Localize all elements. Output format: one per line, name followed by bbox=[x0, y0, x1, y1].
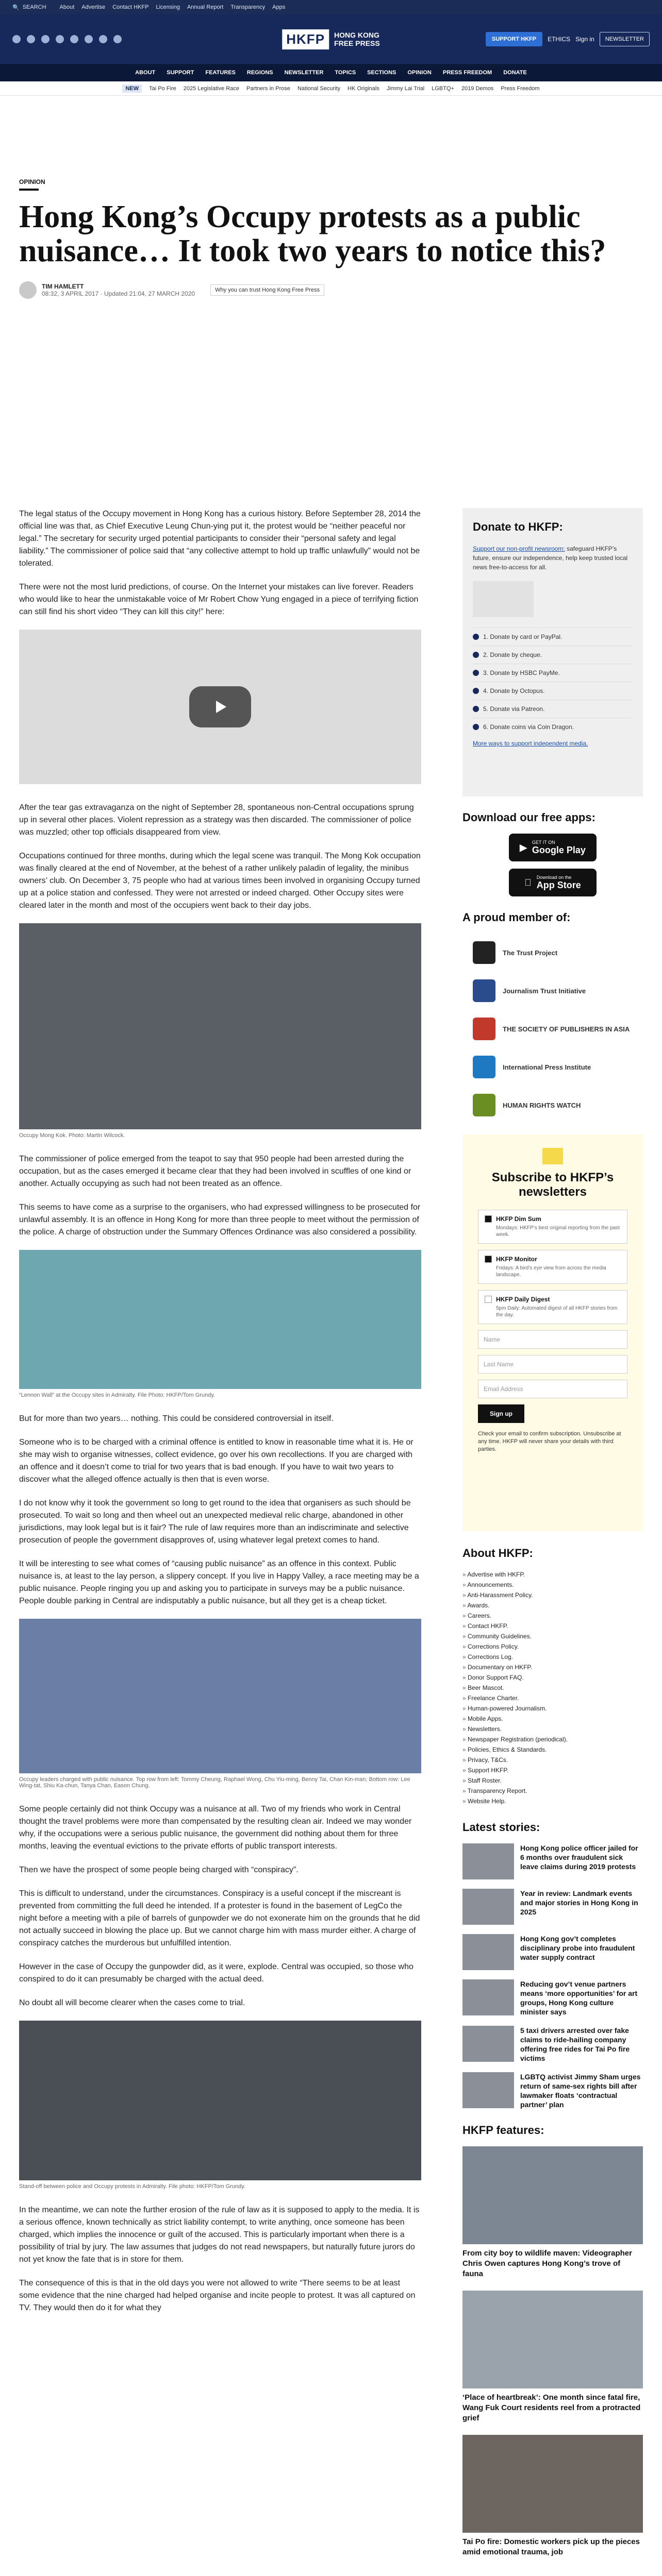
sidebar bbox=[462, 508, 643, 2569]
play-icon[interactable] bbox=[189, 686, 251, 727]
patreon-icon bbox=[473, 706, 479, 712]
paragraph: This is difficult to understand, under the circumstances. Conspiracy is a useful concept if the miscreant is prevented from committing the full deed he intended. If a protester is found in the basement of LegCo the night before a meeting with a pile of barrels of gunpowder we do not exonerate him on the grounds that he did not actually succeed in blowing the place up. But we cannot charge him with mass murder either. A charge of conspiracy catches the murderous but unfulfilled intention. bbox=[19, 1889, 420, 1947]
donate-intro-link[interactable]: Support our non-profit newsroom: bbox=[473, 545, 565, 552]
story-title[interactable]: LGBTQ activist Jimmy Sham urges return of same-sex rights bill after lawmaker floats ‘contractual partner’ plan bbox=[520, 2073, 641, 2109]
donate-option[interactable] bbox=[473, 628, 633, 646]
paragraph: In the meantime, we can note the further erosion of the rule of law as it is supposed to apply to the media. It is a serious offence, known technically as strict liability contempt, to write anything, once someone has been charged, which implies the innocence or guilt of the accused. This is particularly important when there is a possibility of trial by jury. The law assumes that judges do not read newspapers, but naturally future jurors do not yet know the fate that is in store for them. bbox=[19, 2206, 420, 2264]
apple-icon bbox=[524, 877, 532, 888]
author-avatar bbox=[19, 281, 37, 299]
paragraph: The commissioner of police emerged from the teapot to say that 950 people had been arrested during the occupation, but as the cases emerged it became clear that they had been involved in scuffles of one kind or another. Actually occupying as such had not been treated as an offence. bbox=[19, 1155, 411, 1188]
latest-title: Latest stories: bbox=[462, 1821, 540, 1834]
google-play-label: Google Play bbox=[532, 844, 586, 855]
logo-box: HKFP bbox=[282, 29, 329, 49]
last-name-field[interactable]: Last Name bbox=[478, 1355, 627, 1374]
trending-link[interactable]: 2019 Demos bbox=[461, 85, 494, 92]
paragraph: Then we have the prospect of some people being charged with “conspiracy”. bbox=[19, 1866, 299, 1874]
nav-item[interactable]: SECTIONS bbox=[367, 70, 396, 76]
top-link[interactable]: Transparency bbox=[230, 4, 266, 10]
subscribe-title: Subscribe to HKFP’s newsletters bbox=[491, 1171, 614, 1199]
donate-option-label: 2. Donate by cheque. bbox=[483, 651, 542, 658]
paragraph: The legal status of the Occupy movement in Hong Kong has a curious history. Before September 28, 2014 the official line was that, as Chief Executive Leung Chun-ying put it, the protest would be “neither peaceful nor legal.” The secretary for security urged potential participants to consider their “personal safety and legal liability.” The commissioner of police said that “any collective attempt to hold up traffic unlawfully” would not be tolerated. bbox=[19, 510, 421, 568]
newsletter-name: HKFP Dim Sum bbox=[496, 1215, 541, 1223]
nav-item[interactable]: NEWSLETTER bbox=[284, 70, 324, 76]
newsletter-desc: Mondays: HKFP’s best original reporting from the past week. bbox=[496, 1225, 620, 1238]
feature-card[interactable] bbox=[462, 2146, 643, 2279]
member-logo[interactable] bbox=[462, 1048, 643, 1086]
about-link[interactable]: » Newspaper Registration (periodical). bbox=[462, 1734, 643, 1744]
donate-option-label: 4. Donate by Octopus. bbox=[483, 687, 545, 694]
article-kicker[interactable]: OPINION bbox=[19, 178, 45, 185]
paragraph: Occupations continued for three months, during which the legal scene was tranquil. The Mong Kok occupation was finally cleared at the end of November, at the behest of a rather unlikely paladin of legality, the minibus owners’ club. On December 3, 75 people who had at various times been involved in organising Occupy turned up at a police station and confessed. They were not arrested or indeed charged. Other Occupy sites were cleared later in the month and most of the occupiers went back to their day jobs. bbox=[19, 852, 421, 910]
top-link[interactable]: Advertise bbox=[81, 4, 106, 10]
youtube-icon[interactable] bbox=[70, 35, 78, 43]
about-link[interactable]: » Advertise with HKFP. bbox=[462, 1569, 643, 1580]
app-store-small: Download on the bbox=[533, 874, 568, 880]
new-badge: NEW bbox=[122, 84, 142, 93]
card-icon bbox=[473, 634, 479, 640]
hrw-icon bbox=[473, 1094, 495, 1116]
member-logo[interactable] bbox=[462, 934, 643, 972]
member-logo[interactable] bbox=[462, 972, 643, 1010]
trending-link[interactable]: Jimmy Lai Trial bbox=[386, 85, 425, 92]
top-link[interactable]: Annual Report bbox=[187, 4, 224, 10]
latest-story[interactable] bbox=[462, 1934, 643, 1970]
linkedin-icon[interactable] bbox=[85, 35, 93, 43]
story-title[interactable]: Year in review: Landmark events and major stories in Hong Kong in 2025 bbox=[520, 1889, 638, 1916]
photo-lennon-wall bbox=[19, 1250, 421, 1389]
feature-title[interactable]: From city boy to wildlife maven: Videographer Chris Owen captures Hong Kong’s trove of fauna bbox=[462, 2249, 632, 2278]
photo-occupy-leaders bbox=[19, 1619, 421, 1773]
logo-text bbox=[334, 31, 380, 47]
trending-link[interactable]: Partners in Prose bbox=[246, 85, 290, 92]
donate-option[interactable] bbox=[473, 646, 633, 664]
member-label: THE SOCIETY OF PUBLISHERS IN ASIA bbox=[503, 1025, 630, 1033]
trending-link[interactable]: Tai Po Fire bbox=[149, 85, 176, 92]
paragraph: The consequence of this is that in the old days you were not allowed to write “There seems to be at least some evidence that the nine charged had helped organise and incite people to protest. It was all captured on TV. They would then do it for what they bbox=[19, 2279, 416, 2312]
newsletter-option[interactable] bbox=[478, 1210, 627, 1244]
top-links bbox=[60, 4, 286, 10]
story-thumbnail[interactable] bbox=[462, 1979, 514, 2015]
story-title[interactable]: Reducing gov’t venue partners means ‘more opportunities’ for art groups, Hong Kong culture minister says bbox=[520, 1980, 638, 2016]
trust-link[interactable]: Why you can trust Hong Kong Free Press bbox=[210, 284, 324, 296]
article-body bbox=[19, 508, 421, 2326]
about-link[interactable]: » Corrections Policy. bbox=[462, 1641, 643, 1652]
paragraph: No doubt all will become clearer when the cases come to trial. bbox=[19, 1998, 245, 2007]
nav-item[interactable]: FEATURES bbox=[205, 70, 236, 76]
site-logo[interactable] bbox=[282, 29, 379, 49]
newsletter-button[interactable]: NEWSLETTER bbox=[600, 32, 650, 46]
feature-image[interactable] bbox=[462, 2435, 643, 2533]
octopus-icon bbox=[473, 688, 479, 694]
about-link[interactable]: » Policies, Ethics & Standards. bbox=[462, 1744, 643, 1755]
about-link[interactable]: » Contact HKFP. bbox=[462, 1621, 643, 1631]
instagram-icon[interactable] bbox=[41, 35, 49, 43]
site-header bbox=[0, 14, 662, 64]
about-link[interactable]: » Website Help. bbox=[462, 1796, 643, 1806]
trending-link[interactable]: LGBTQ+ bbox=[432, 85, 454, 92]
about-link[interactable]: » Staff Roster. bbox=[462, 1775, 643, 1786]
cheque-icon bbox=[473, 652, 479, 658]
trust-project-icon bbox=[473, 941, 495, 964]
about-link[interactable]: » Support HKFP. bbox=[462, 1765, 643, 1775]
paragraph: After the tear gas extravaganza on the night of September 28, spontaneous non-Central occupations sprung up in several other places. Violent repression as a strategy was then discarded. The commissioner of police was muzzled; other top officials disappeared from view. bbox=[19, 803, 414, 837]
newsletter-text bbox=[496, 1296, 621, 1318]
about-link[interactable]: » Privacy, T&Cs. bbox=[462, 1755, 643, 1765]
nav-item[interactable]: REGIONS bbox=[246, 70, 273, 76]
about-link[interactable]: » Documentary on HKFP. bbox=[462, 1662, 643, 1672]
checkbox-icon[interactable] bbox=[485, 1215, 492, 1223]
rss-icon[interactable] bbox=[113, 35, 122, 43]
signup-button[interactable]: Sign up bbox=[478, 1404, 524, 1423]
photo-caption: “Lennon Wall” at the Occupy sites in Admiralty. File Photo: HKFP/Tom Grundy. bbox=[19, 1392, 216, 1398]
about-link[interactable]: » Corrections Log. bbox=[462, 1652, 643, 1662]
paragraph: However in the case of Occupy the gunpowder did, as it were, explode. Central was occupied, so those who conspired to do it can presumably be charged with the actual deed. bbox=[19, 1962, 413, 1984]
member-label: Journalism Trust Initiative bbox=[503, 987, 586, 995]
name-field[interactable]: Name bbox=[478, 1330, 627, 1349]
story-thumbnail[interactable] bbox=[462, 1843, 514, 1879]
photo-caption: Occupy Mong Kok. Photo: Martin Wilcock. bbox=[19, 1132, 125, 1139]
member-label: The Trust Project bbox=[503, 948, 558, 957]
newsletter-option[interactable] bbox=[478, 1290, 627, 1324]
latest-story[interactable] bbox=[462, 1979, 643, 2016]
logo-line: HONG KONG bbox=[334, 31, 379, 39]
member-label: HUMAN RIGHTS WATCH bbox=[503, 1101, 581, 1109]
telegram-icon[interactable] bbox=[99, 35, 107, 43]
story-thumbnail[interactable] bbox=[462, 1934, 514, 1970]
top-link[interactable]: Licensing bbox=[156, 4, 180, 10]
header-actions bbox=[486, 32, 650, 46]
feature-title[interactable]: Tai Po fire: Domestic workers pick up the pieces amid emotional trauma, job bbox=[462, 2537, 640, 2556]
member-logo[interactable] bbox=[462, 1086, 643, 1124]
donate-option-label: 5. Donate via Patreon. bbox=[483, 705, 545, 713]
x-icon[interactable] bbox=[27, 35, 35, 43]
kicker-rule bbox=[19, 189, 39, 191]
features-title: HKFP features: bbox=[462, 2124, 544, 2137]
donate-option[interactable] bbox=[473, 664, 633, 682]
donate-option[interactable] bbox=[473, 700, 633, 718]
about-list bbox=[462, 1569, 643, 1806]
latest-story[interactable] bbox=[462, 1889, 643, 1925]
story-thumbnail[interactable] bbox=[462, 2072, 514, 2108]
donate-option[interactable] bbox=[473, 718, 633, 736]
trending-link[interactable]: 2025 Legislative Race bbox=[183, 85, 239, 92]
google-play-small: GET IT ON bbox=[532, 839, 555, 845]
video-embed[interactable] bbox=[19, 630, 421, 784]
about-link[interactable]: » Donor Support FAQ. bbox=[462, 1672, 643, 1683]
byline bbox=[19, 281, 643, 299]
about-link[interactable]: » Mobile Apps. bbox=[462, 1714, 643, 1724]
page-content bbox=[19, 178, 643, 2556]
feature-image[interactable] bbox=[462, 2291, 643, 2388]
paragraph: It will be interesting to see what comes of “causing public nuisance” as an offence in this context. Public nuisance is, at least to the lay person, a slippery concept. If you live in Happy Valley, a race meeting may be a public nuisance. People ringing you up and asking you to participate in surveys may be a public nuisance. People double parking in Central are indisputably a public nuisance, but all they get is a cheap ticket. bbox=[19, 1560, 419, 1605]
payme-icon bbox=[473, 670, 479, 676]
paragraph: There were not the most lurid predictions, of course. On the Internet your mistakes can live forever. Readers who would like to hear the unmistakable voice of Mr Robert Chow Yung engaged in a piece of terrifying fiction can still find his short video “They can kill this city!” here: bbox=[19, 583, 419, 616]
feature-card[interactable] bbox=[462, 2435, 643, 2557]
top-link[interactable]: About bbox=[59, 4, 75, 10]
byline-text bbox=[42, 283, 195, 297]
about-link[interactable]: » Freelance Charter. bbox=[462, 1693, 643, 1703]
logo-line: FREE PRESS bbox=[334, 39, 380, 47]
email-field[interactable]: Email Address bbox=[478, 1380, 627, 1398]
paragraph: But for more than two years… nothing. This could be considered controversial in itself. bbox=[19, 1414, 334, 1423]
nav-item[interactable]: SUPPORT bbox=[167, 70, 194, 76]
checkbox-icon[interactable] bbox=[485, 1256, 492, 1263]
feature-image[interactable] bbox=[462, 2146, 643, 2244]
paragraph: Some people certainly did not think Occupy was a nuisance at all. Two of my friends who work in Central thought the travel problems were more than compensated by the resulting clean air. Indeed we may wonder why, if the occupations were a serious public nuisance, the government did nothing about them for three months, leaving the eventual evictions to the private efforts of public transport interests. bbox=[19, 1805, 412, 1851]
newsletter-desc: Fridays: A bird’s eye view from across the media landscape. bbox=[496, 1265, 606, 1278]
newsletter-name: HKFP Monitor bbox=[496, 1256, 537, 1263]
story-title[interactable]: Hong Kong police officer jailed for 6 months over fraudulent sick leave claims during 2019 protests bbox=[520, 1844, 638, 1871]
donate-option-label: 1. Donate by card or PayPal. bbox=[483, 633, 562, 640]
photo-caption: Occupy leaders charged with public nuisance. Top row from left: Tommy Cheung, Raphael Wong, Chu Yiu-ming, Benny Tai, Chan Kin-man; Bottom row: Lee Wing-tat, Shiu Ka-chun, Tanya Chan, Eason Chung. bbox=[19, 1776, 410, 1789]
feature-title[interactable]: ‘Place of heartbreak’: One month since fatal fire, Wang Fuk Court residents reel from a protracted grief bbox=[462, 2393, 641, 2422]
donate-option[interactable] bbox=[473, 682, 633, 700]
nav-item[interactable]: DONATE bbox=[503, 70, 527, 76]
photo-standoff bbox=[19, 2021, 421, 2180]
member-title: A proud member of: bbox=[462, 911, 571, 924]
about-link[interactable]: » Transparency Report. bbox=[462, 1786, 643, 1796]
payment-cards-image bbox=[473, 581, 534, 617]
google-play-text bbox=[532, 840, 586, 856]
google-play-button[interactable] bbox=[509, 834, 597, 861]
latest-story[interactable] bbox=[462, 1843, 643, 1879]
trending-link[interactable]: National Security bbox=[297, 85, 341, 92]
about-link[interactable]: » Careers. bbox=[462, 1611, 643, 1621]
trending-bar bbox=[0, 81, 662, 96]
author-name[interactable]: TIM HAMLETT bbox=[42, 283, 84, 290]
newsletter-signup bbox=[462, 1134, 643, 1531]
about-link[interactable]: » Beer Mascot. bbox=[462, 1683, 643, 1693]
signin-link[interactable]: Sign in bbox=[575, 36, 594, 43]
newsletter-desc: 5pm Daily: Automated digest of all HKFP stories from the day. bbox=[496, 1306, 618, 1318]
photo-occupy-mongkok bbox=[19, 923, 421, 1129]
search-button[interactable] bbox=[12, 4, 46, 11]
app-store-button[interactable] bbox=[509, 869, 597, 896]
apps-title: Download our free apps: bbox=[462, 811, 595, 824]
nav-item[interactable]: OPINION bbox=[407, 70, 432, 76]
donate-intro-text: safeguard HKFP’s future, ensure our independence, help keep trusted local news free-to-access for all. bbox=[473, 545, 628, 571]
paragraph: Someone who is to be charged with a criminal offence is entitled to know in reasonable time what it is. He or she may wish to organise witnesses, collect evidence, go over his own recollections. If you are charged with an offence and it doesn’t come to trial for two years that is bad enough. If you have to wait two years to discover what the alleged offence actually is then that is even worse. bbox=[19, 1438, 413, 1484]
article-title: Hong Kong’s Occupy protests as a public nuisance… It took two years to notice this? bbox=[19, 199, 606, 268]
social-icons bbox=[12, 35, 122, 43]
about-link[interactable]: » Community Guidelines. bbox=[462, 1631, 643, 1641]
threads-icon[interactable] bbox=[56, 35, 64, 43]
about-title: About HKFP: bbox=[462, 1547, 533, 1560]
trending-link[interactable]: Press Freedom bbox=[501, 85, 540, 92]
envelope-icon bbox=[542, 1148, 563, 1164]
latest-story[interactable] bbox=[462, 2026, 643, 2063]
nav-item[interactable]: PRESS FREEDOM bbox=[442, 70, 492, 76]
newsletter-name: HKFP Daily Digest bbox=[496, 1296, 550, 1303]
app-store-label: App Store bbox=[533, 879, 577, 890]
newsletter-text bbox=[496, 1215, 621, 1238]
article-dates: 08:32, 3 APRIL 2017 · Updated 21:04, 27 MARCH 2020 bbox=[42, 290, 195, 297]
trending-link[interactable]: HK Originals bbox=[347, 85, 379, 92]
newsletter-text bbox=[496, 1256, 621, 1278]
donate-intro bbox=[473, 544, 633, 572]
donate-option-label: 3. Donate by HSBC PayMe. bbox=[483, 669, 560, 676]
about-link[interactable]: » Awards. bbox=[462, 1600, 643, 1611]
search-icon: 🔍 bbox=[12, 4, 20, 11]
newsletter-option[interactable] bbox=[478, 1250, 627, 1284]
top-link[interactable]: Contact HKFP bbox=[112, 4, 149, 10]
latest-story[interactable] bbox=[462, 2072, 643, 2109]
ethics-link[interactable]: ETHICS bbox=[548, 36, 571, 43]
paragraph: I do not know why it took the government so long to get round to the idea that organisers as such should be prosecuted. To wait so long and then wheel out an unexpected medieval relic charge, abandoned in other jurisdictions, may look legal but is it fair? The rule of law requires more than an indiscriminate and selective prosecution of people the government disapproves of, using whatever legal pretext comes to hand. bbox=[19, 1499, 411, 1545]
about-link[interactable]: » Announcements. bbox=[462, 1580, 643, 1590]
search-label: SEARCH bbox=[22, 4, 46, 10]
support-button[interactable]: SUPPORT HKFP bbox=[486, 32, 542, 46]
main-nav bbox=[0, 64, 662, 81]
about-link[interactable]: » Newsletters. bbox=[462, 1724, 643, 1734]
donate-more-link[interactable]: More ways to support independent media. bbox=[473, 740, 588, 747]
sopa-icon bbox=[473, 1018, 495, 1040]
nav-item[interactable]: TOPICS bbox=[335, 70, 356, 76]
photo-caption: Stand-off between police and Occupy protests in Admiralty. File photo: HKFP/Tom Grundy. bbox=[19, 2183, 245, 2190]
jti-icon bbox=[473, 979, 495, 1002]
paragraph: This seems to have come as a surprise to the organisers, who had expressed willingness to be prosecuted for unlawful assembly. It is an offence in Hong Kong for more than three people to meet without the permission of the police. A charge of obstruction under the Summary Offences Ordinance was also considered a possibility. bbox=[19, 1203, 421, 1236]
story-title[interactable]: Hong Kong gov’t completes disciplinary probe into fraudulent water supply contract bbox=[520, 1935, 635, 1961]
story-thumbnail[interactable] bbox=[462, 1889, 514, 1925]
about-section bbox=[462, 1547, 643, 1806]
donate-title: Donate to HKFP: bbox=[473, 520, 563, 533]
about-link[interactable]: » Human-powered Journalism. bbox=[462, 1703, 643, 1714]
google-play-icon: ▶ bbox=[520, 842, 527, 853]
about-link[interactable]: » Anti-Harassment Policy. bbox=[462, 1590, 643, 1600]
donate-option-label: 6. Donate coins via Coin Dragon. bbox=[483, 723, 574, 731]
ipi-icon bbox=[473, 1056, 495, 1078]
signup-note: Check your email to confirm subscription. Unsubscribe at any time. HKFP will never share your details with third parties. bbox=[478, 1431, 621, 1452]
story-title[interactable]: 5 taxi drivers arrested over fake claims to ride-hailing company offering free rides for Tai Po fire victims bbox=[520, 2026, 630, 2062]
app-store-text bbox=[533, 874, 581, 891]
checkbox-icon[interactable] bbox=[485, 1296, 492, 1303]
nav-item[interactable]: ABOUT bbox=[135, 70, 156, 76]
top-link[interactable]: Apps bbox=[272, 4, 286, 10]
facebook-icon[interactable] bbox=[12, 35, 21, 43]
member-label: International Press Institute bbox=[503, 1063, 591, 1071]
coin-icon bbox=[473, 724, 479, 730]
donate-box bbox=[462, 508, 643, 796]
member-logo[interactable] bbox=[462, 1010, 643, 1048]
feature-card[interactable] bbox=[462, 2291, 643, 2424]
top-bar bbox=[0, 0, 662, 14]
story-thumbnail[interactable] bbox=[462, 2026, 514, 2062]
